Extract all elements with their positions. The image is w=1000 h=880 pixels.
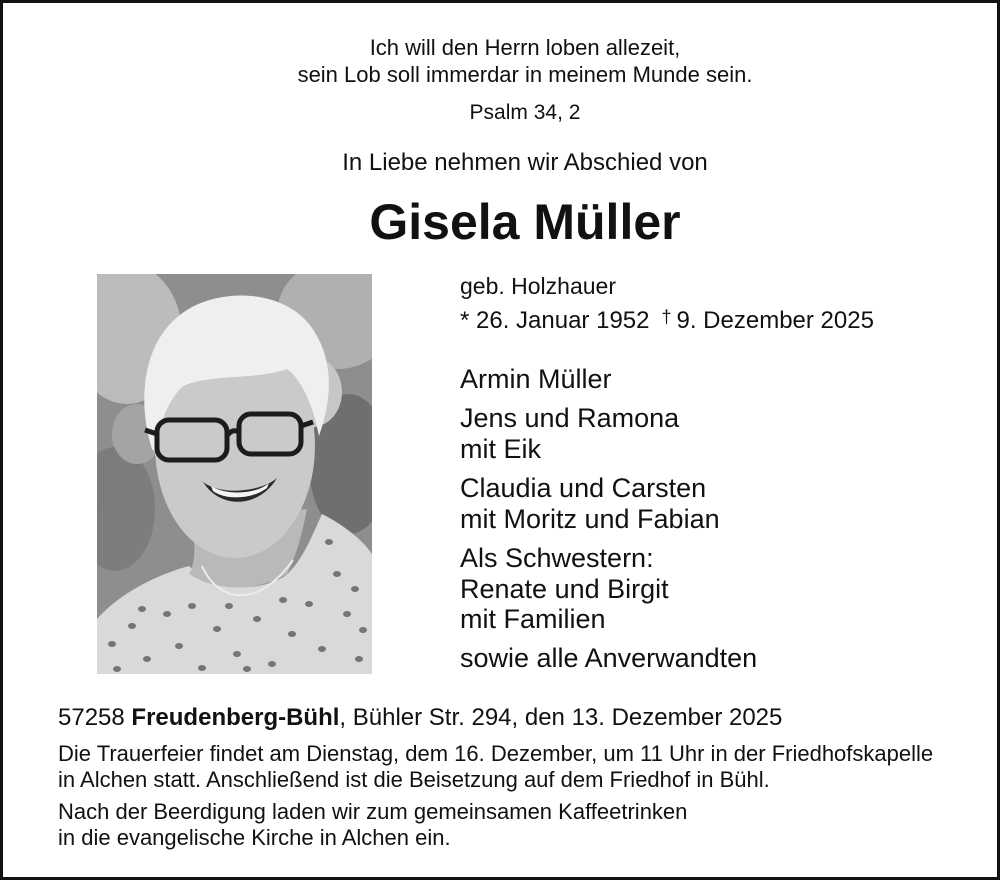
funeral-line: Die Trauerfeier findet am Dienstag, dem 16. Dezember, um 11 Uhr in der Friedhofskapelle	[58, 741, 934, 766]
postal-code: 57258	[58, 704, 125, 731]
mourner-line: mit Eik	[460, 433, 541, 464]
mourner-line: Renate und Birgit	[460, 573, 669, 604]
reception-line: Nach der Beerdigung laden wir zum gemeinsamen Kaffeetrinken	[58, 799, 688, 824]
dagger-icon: †	[661, 307, 672, 327]
mourner-line: Als Schwestern:	[460, 543, 654, 573]
funeral-line: in Alchen statt. Anschließend ist die Beisetzung auf dem Friedhof in Bühl.	[58, 767, 770, 792]
life-dates	[460, 306, 874, 337]
death-date: 9. Dezember 2025	[676, 307, 874, 334]
mourner-group	[460, 543, 669, 635]
mourner-group	[460, 364, 612, 395]
street-and-date: , Bühler Str. 294, den 13. Dezember 2025	[339, 704, 783, 731]
mourner-line: sowie alle Anverwandten	[460, 643, 758, 673]
mourner-group	[460, 403, 679, 464]
farewell-intro: In Liebe nehmen wir Abschied von	[342, 149, 708, 176]
mourner-line: mit Familien	[460, 604, 606, 634]
town: Freudenberg-Bühl	[131, 704, 340, 731]
address-line	[58, 703, 782, 733]
deceased-name: Gisela Müller	[369, 194, 681, 250]
verse-line-1: Ich will den Herrn loben allezeit,	[369, 35, 681, 60]
verse-line-2: sein Lob soll immerdar in meinem Munde sein.	[297, 62, 753, 87]
reception-notice	[58, 799, 687, 851]
birth-date: * 26. Januar 1952	[460, 307, 650, 334]
mourner-group	[460, 473, 720, 534]
mourner-line: Claudia und Carsten	[460, 473, 707, 503]
mourner-line: Jens und Ramona	[460, 403, 680, 433]
mourner-line: mit Moritz und Fabian	[460, 503, 720, 534]
funeral-notice	[58, 741, 933, 793]
reception-line: in die evangelische Kirche in Alchen ein.	[58, 825, 451, 850]
maiden-name: geb. Holzhauer	[460, 273, 616, 299]
mourner-group	[460, 643, 757, 674]
portrait-photo	[97, 274, 372, 674]
mourner-line: Armin Müller	[460, 364, 612, 394]
verse-reference: Psalm 34, 2	[469, 101, 581, 124]
